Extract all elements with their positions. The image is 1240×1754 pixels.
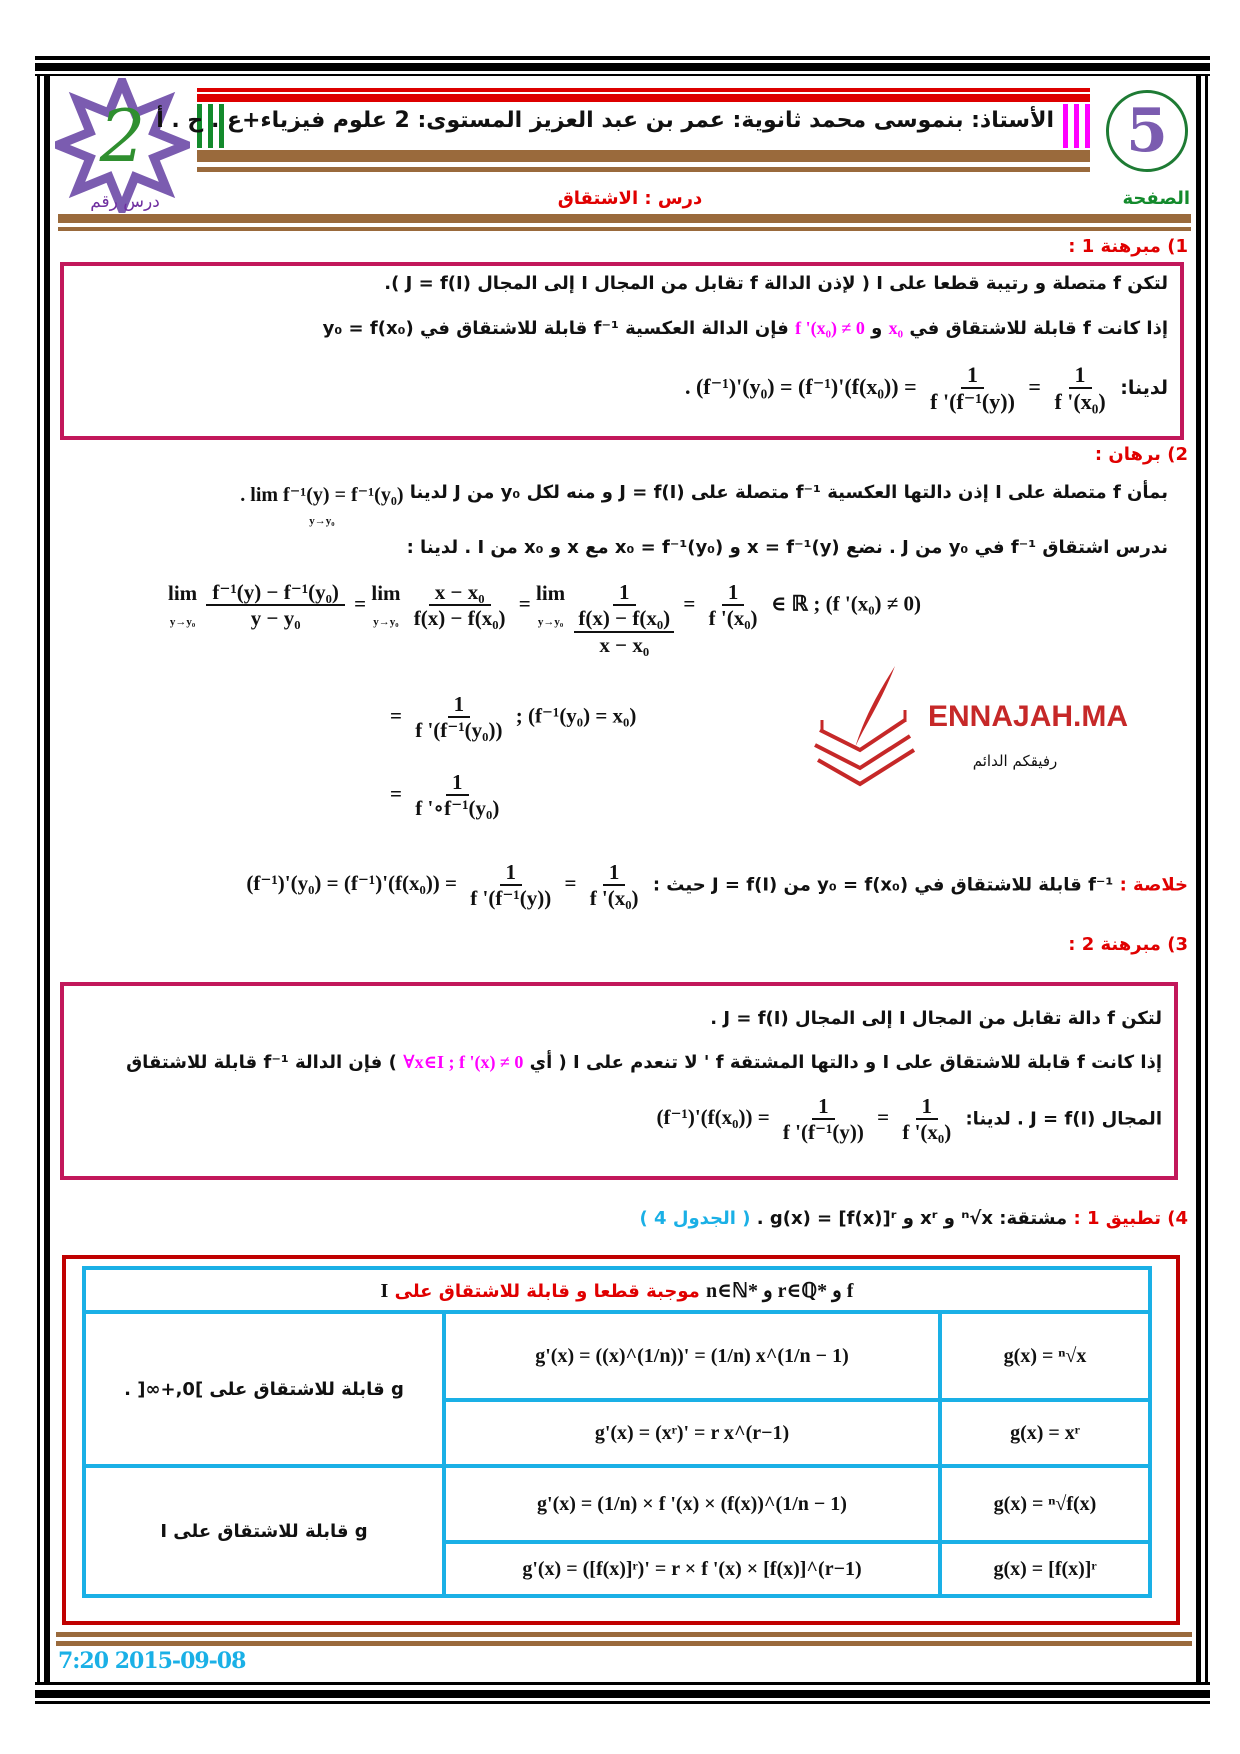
frame-line xyxy=(1205,74,1208,1684)
text: فإن الدالة العكسية f⁻¹ قابلة للاشتقاق في y₀ = f(x₀) xyxy=(322,318,789,339)
header-red-bar xyxy=(197,88,1090,92)
formula-lhs: (f⁻¹)'(y₀) = (f⁻¹)'(f(x₀)) = xyxy=(246,871,458,896)
numerator: 1 xyxy=(500,860,523,886)
table-reference: ( الجدول 4 ) xyxy=(639,1208,751,1229)
denominator: f '(x₀) xyxy=(902,1120,952,1145)
fraction xyxy=(586,860,643,911)
lim-text: lim xyxy=(168,580,198,605)
equals: = xyxy=(683,591,696,616)
table-row xyxy=(84,1466,1150,1542)
header-text: موجبة قطعا و قابلة للاشتقاق على xyxy=(394,1280,700,1302)
frame-line xyxy=(37,74,40,1684)
theorem2-formula xyxy=(82,1094,1162,1145)
denominator: y − y₀ xyxy=(250,606,301,631)
derivative-cell: g'(x) = ((x)^(1/n))' = (1/n) x^(1/n − 1) xyxy=(444,1312,940,1400)
table-header xyxy=(84,1268,1150,1312)
formula xyxy=(656,1094,959,1145)
lim-text: lim xyxy=(371,580,401,605)
page-label: الصفحة xyxy=(1122,188,1190,209)
equals: = xyxy=(877,1105,890,1130)
text: بمأن f متصلة على I إذن دالتها العكسية f⁻¹ متصلة على J = f(I) و منه لكل y₀ من J لدينا xyxy=(409,482,1168,503)
denominator: f '(f⁻¹(y)) xyxy=(930,389,1015,415)
theorem2-line1: لتكن f دالة تقابل من المجال I إلى المجال J = f(I) . xyxy=(710,1008,1162,1029)
fraction xyxy=(411,770,503,821)
frame-line xyxy=(1196,74,1201,1684)
brand-name: ENNAJAH.MA xyxy=(928,700,1129,733)
equals: = xyxy=(1028,373,1041,399)
domain-label: g قابلة للاشتقاق على ]0,+∞[ . xyxy=(84,1312,444,1466)
denominator: f '(f⁻¹(y)) xyxy=(782,1120,864,1145)
formula-lhs: (f⁻¹)'(f(x₀)) = xyxy=(656,1105,770,1130)
denominator: f '(x₀) xyxy=(589,886,639,911)
function-cell: g(x) = ⁿ√f(x) xyxy=(940,1466,1150,1542)
numerator: 1 xyxy=(916,1094,939,1120)
text: و xyxy=(871,318,883,339)
theorem1-line2 xyxy=(78,318,1168,339)
numerator: 1 xyxy=(613,580,636,606)
section-title: تطبيق 1 : xyxy=(1073,1208,1161,1229)
theorem1-formula xyxy=(78,362,1168,416)
numerator: 1 xyxy=(603,860,626,886)
book-quill-icon xyxy=(810,660,920,790)
equals: = xyxy=(564,871,577,896)
section-number: 2) xyxy=(1167,444,1188,465)
section1-heading xyxy=(1068,236,1188,257)
section-title: مبرهنة 1 : xyxy=(1068,236,1161,257)
denominator: f '∘f⁻¹(y₀) xyxy=(415,796,500,821)
header-title: الأستاذ: بنموسى محمد ثانوية: عمر بن عبد العزيز المستوى: 2 علوم فيزياء+ع . ح . أ xyxy=(156,108,1054,133)
frame-line xyxy=(35,1690,1210,1698)
ennajah-logo xyxy=(810,660,1129,800)
math-condition: ∀x∈I ; f '(x) ≠ 0 xyxy=(403,1052,524,1072)
header-brown-bar xyxy=(197,150,1090,162)
fraction xyxy=(898,1094,955,1145)
denominator: f '(f⁻¹(y)) xyxy=(470,886,552,911)
formula-tail: ; (f⁻¹(y₀) = x₀) xyxy=(515,703,637,728)
proof-line1 xyxy=(68,482,1168,530)
conclusion-line xyxy=(48,860,1188,911)
derivative-cell: g'(x) = ([f(x)]ʳ)' = r × f '(x) × [f(x)]^(r−1) xyxy=(444,1542,940,1596)
numerator: 1 xyxy=(722,580,745,606)
numerator: 1 xyxy=(448,692,471,718)
frame-line xyxy=(35,74,1210,76)
numerator: x − x₀ xyxy=(429,580,491,606)
section-title: مبرهنة 2 : xyxy=(1068,934,1161,955)
brand-tagline: رفيقكم الدائم xyxy=(972,752,1058,770)
frame-line xyxy=(35,1701,1210,1704)
limit-subscript: y→y₀ xyxy=(309,515,335,527)
fraction xyxy=(411,692,506,743)
lim-sub: y→y₀ xyxy=(373,615,399,628)
header-red-bar xyxy=(197,94,1090,102)
page-number-badge xyxy=(1106,90,1188,172)
text: ) فإن الدالة f⁻¹ قابلة للاشتقاق xyxy=(126,1052,397,1073)
proof-line2: ندرس اشتقاق f⁻¹ في y₀ من J . نضع x = f⁻¹(y) و x₀ = f⁻¹(y₀) مع x و x₀ من I . لدينا : xyxy=(406,537,1168,558)
text: إذا كانت f قابلة للاشتقاق في xyxy=(909,318,1168,339)
derivative-cell: g'(x) = (1/n) × f '(x) × (f(x))^(1/n − 1) xyxy=(444,1466,940,1542)
section4-heading xyxy=(640,1208,1188,1229)
lesson-title: درس : الاشتقاق xyxy=(557,188,703,209)
frame-line xyxy=(35,56,1210,60)
numerator: 1 xyxy=(961,362,984,389)
header-math: n∈ℕ* و r∈ℚ* و f xyxy=(706,1279,854,1302)
page-number: 5 xyxy=(1126,96,1168,166)
denominator: f(x) − f(x₀) xyxy=(574,606,674,633)
denominator: f '(x₀) xyxy=(1054,389,1106,415)
equals: = xyxy=(390,781,402,806)
text: f⁻¹ قابلة للاشتقاق في y₀ = f(x₀) من J = f(I) حيث : xyxy=(652,874,1114,896)
lim xyxy=(371,581,400,631)
formula-lhs: . (f⁻¹)'(y₀) = (f⁻¹)'(f(x₀)) = xyxy=(684,373,917,399)
section-title: برهان : xyxy=(1094,444,1161,465)
table-header-row xyxy=(84,1268,1150,1312)
math: x₀ xyxy=(888,318,904,338)
frame-line xyxy=(35,63,1210,71)
fraction xyxy=(1050,362,1109,416)
denominator: f '(x₀) xyxy=(708,606,758,631)
numerator: 1 xyxy=(1069,362,1092,389)
section-number: 3) xyxy=(1167,934,1188,955)
text: لدينا: xyxy=(1120,376,1168,399)
header-divider xyxy=(58,227,1191,231)
lim xyxy=(168,581,197,631)
section-number: 4) xyxy=(1167,1208,1188,1229)
lim-sub: y→y₀ xyxy=(537,615,564,628)
fraction xyxy=(926,362,1019,416)
numerator: 1 xyxy=(812,1094,835,1120)
formula xyxy=(246,860,646,911)
formula-tail: ∈ ℝ ; (f '(x₀) ≠ 0) xyxy=(770,591,922,616)
lim-sub: y→y₀ xyxy=(169,615,196,628)
derivative-cell: g'(x) = (xʳ)' = r x^(r−1) xyxy=(444,1400,940,1466)
denominator: f '(f⁻¹(y₀)) xyxy=(415,718,503,743)
compound-fraction xyxy=(574,580,674,659)
header-interval: I xyxy=(380,1279,389,1302)
lim-text: lim xyxy=(536,580,566,605)
theorem2-line2 xyxy=(72,1052,1162,1073)
formula xyxy=(684,362,1114,415)
fraction xyxy=(206,580,344,631)
header-divider xyxy=(58,214,1191,223)
derivatives-table xyxy=(82,1266,1152,1598)
table-row xyxy=(84,1312,1150,1400)
proof-step3 xyxy=(390,770,507,821)
function-cell: g(x) = xʳ xyxy=(940,1400,1150,1466)
footer-divider xyxy=(56,1641,1192,1646)
limit: . lim f⁻¹(y) = f⁻¹(y₀) xyxy=(240,484,404,506)
fraction xyxy=(410,580,510,631)
lesson-number: 2 xyxy=(99,94,146,178)
fraction xyxy=(705,580,762,631)
numerator: 1 xyxy=(446,770,469,796)
math-condition: f '(x₀) ≠ 0 xyxy=(795,318,865,338)
text: مشتقة: ⁿ√x و xʳ و g(x) = [f(x)]ʳ . xyxy=(756,1208,1068,1229)
function-cell: g(x) = ⁿ√x xyxy=(940,1312,1150,1400)
equals: = xyxy=(390,703,402,728)
footer-timestamp: 7:20 2015-09-08 xyxy=(58,1648,246,1674)
fraction xyxy=(779,1094,868,1145)
domain-label: g قابلة للاشتقاق على I xyxy=(84,1466,444,1596)
footer-divider xyxy=(56,1632,1192,1637)
equals: = xyxy=(354,591,367,616)
conclusion-label: خلاصة : xyxy=(1119,874,1188,896)
lesson-number-label: درس رقم xyxy=(90,192,160,212)
section-number: 1) xyxy=(1167,236,1188,257)
function-cell: g(x) = [f(x)]ʳ xyxy=(940,1542,1150,1596)
lim xyxy=(536,581,565,631)
section2-heading xyxy=(1095,444,1188,465)
text: المجال J = f(I) . لدينا: xyxy=(965,1108,1162,1130)
text: إذا كانت f قابلة للاشتقاق على I و دالتها المشتقة f ' لا تنعدم على I ( أي xyxy=(529,1052,1162,1073)
frame-line xyxy=(35,1682,1210,1685)
proof-limit-chain xyxy=(168,580,921,659)
numerator: f⁻¹(y) − f⁻¹(y₀) xyxy=(206,580,344,606)
fraction xyxy=(466,860,555,911)
theorem1-line1: لتكن f متصلة و رتيبة قطعا على I ( لإذن الدالة f تقابل من المجال I إلى المجال J = f(I) ). xyxy=(384,273,1168,294)
equals: = xyxy=(518,591,531,616)
section3-heading xyxy=(1068,934,1188,955)
header-brown-bar xyxy=(197,167,1090,172)
denominator: f(x) − f(x₀) xyxy=(413,606,506,631)
limit-expression xyxy=(240,482,403,530)
proof-step2 xyxy=(390,692,636,743)
denominator: x − x₀ xyxy=(599,633,650,658)
header-magenta-stripes xyxy=(1063,104,1090,148)
